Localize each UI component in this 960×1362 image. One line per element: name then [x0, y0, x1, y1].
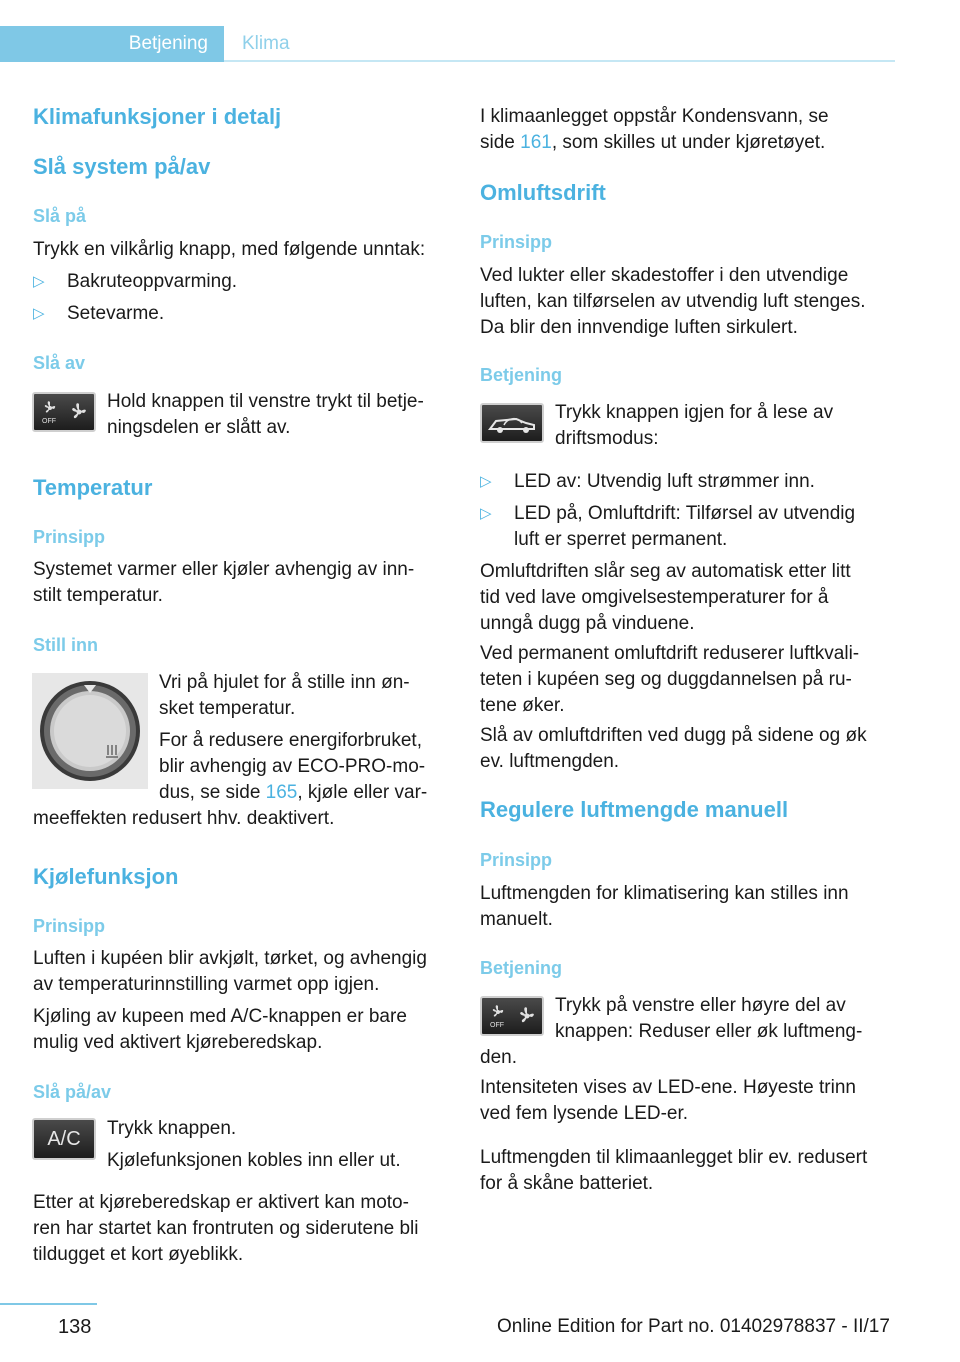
recirculation-button-image [480, 403, 544, 443]
recirculation-car-icon [482, 405, 542, 441]
heading-temperatur: Temperatur [33, 475, 153, 500]
heading-prinsipp: Prinsipp [480, 850, 553, 870]
text-kjoling-1: Kjøling av kupeen med A/C-knappen er bare [33, 1006, 407, 1027]
text-trykk-knappen: Trykk knappen. [107, 1118, 237, 1139]
text-sla-av-1: Slå av omluftdriften ved dugg på sidene og øk [480, 725, 867, 746]
text-permanent-1: Ved permanent omluftdrift reduserer luftkvali- [480, 643, 860, 664]
bullet-icon: ▷ [480, 473, 492, 490]
text-etter-3: tildugget et kort øyeblikk. [33, 1244, 244, 1265]
heading-kjolefunksjon: Kjølefunksjon [33, 864, 179, 889]
page-header [0, 26, 895, 62]
temperature-wheel-image [32, 673, 148, 789]
edition-note: Online Edition for Part no. 01402978837 - II/17 [497, 1316, 890, 1337]
ac-label: A/C [47, 1128, 81, 1150]
text-omluft-2: tid ved lave omgivelsestemperaturer for å [480, 587, 829, 608]
list-item: ▷ Setevarme. [33, 301, 164, 327]
fan-button-image [480, 996, 544, 1036]
list-item: ▷ LED på, Omluftdrift: Tilførsel av utvendig [480, 501, 855, 527]
fan-off-button-image [32, 392, 96, 432]
fan-icon [482, 998, 542, 1034]
text-systemet-1: Systemet varmer eller kjøler avhengig av inn- [33, 559, 415, 580]
heading-regulere-luftmengde: Regulere luftmengde manuell [480, 797, 789, 822]
heading-klimafunksjoner: Klimafunksjoner i detalj [33, 104, 282, 129]
text-vri-1: Vri på hjulet for å stille inn øn- [159, 672, 410, 693]
heading-prinsipp: Prinsipp [33, 916, 106, 936]
text-for-1: For å redusere energiforbruket, [159, 730, 422, 751]
text-ved-2: luften, kan tilførselen av utvendig luft stenges. [480, 291, 866, 312]
footer-rule [0, 1303, 97, 1305]
heading-prinsipp: Prinsipp [33, 527, 106, 547]
heading-sla-pa-av: Slå på/av [33, 1082, 112, 1102]
text-sla-av-2: ev. luftmengden. [480, 751, 620, 772]
bullet-icon: ▷ [480, 505, 492, 522]
off-label: OFF [490, 1022, 504, 1029]
text-etter-2: ren har startet kan frontruten og siderutene bli [33, 1218, 419, 1239]
text-vri-2: sket temperatur. [159, 698, 296, 719]
text-systemet-2: stilt temperatur. [33, 585, 163, 606]
heading-sla-pa: Slå på [33, 206, 87, 226]
heading-prinsipp: Prinsipp [480, 232, 553, 252]
text-redusert-1: Luftmengden til klimaanlegget blir ev. redusert [480, 1147, 868, 1168]
header-rule [224, 60, 895, 62]
text-omluft-3: unngå dugg på vinduene. [480, 613, 695, 634]
text-luften-1: Luften i kupéen blir avkjølt, tørket, og avhengig [33, 948, 427, 969]
text-trykk: Trykk en vilkårlig knapp, med følgende unntak: [33, 239, 426, 260]
dial-icon [32, 673, 148, 789]
text-kondens-1: I klimaanlegget oppstår Kondensvann, se [480, 106, 829, 127]
section-tab [0, 26, 224, 62]
text-permanent-3: tene øker. [480, 695, 565, 716]
heading-still-inn: Still inn [33, 635, 98, 655]
heading-sla-av: Slå av [33, 353, 86, 373]
heading-betjening: Betjening [480, 365, 563, 385]
bullet-icon: ▷ [33, 273, 45, 290]
text-luften-2: av temperaturinnstilling varmet opp igjen. [33, 974, 380, 995]
text-for-3: dus, se side 165, kjøle eller var- [159, 782, 428, 803]
text-hold-1: Hold knappen til venstre trykt til betje- [107, 391, 424, 412]
text-igjen-2: driftsmodus: [555, 428, 659, 449]
page-link-165[interactable]: 165 [265, 782, 298, 803]
text-ved-1: Ved lukter eller skadestoffer i den utvendige [480, 265, 849, 286]
ac-button-image [32, 1118, 96, 1160]
list-item: ▷ LED av: Utvendig luft strømmer inn. [480, 469, 815, 495]
page-link-161[interactable]: 161 [520, 132, 552, 153]
text-intensitet-1: Intensiteten vises av LED-ene. Høyeste trinn [480, 1077, 856, 1098]
text-for-2: blir avhengig av ECO-PRO-mo- [159, 756, 426, 777]
text-ved-3: Da blir den innvendige luften sirkulert. [480, 317, 798, 338]
fan-icon [34, 394, 94, 430]
text-venstre-1: Trykk på venstre eller høyre del av [555, 995, 846, 1016]
text-venstre-3: den. [480, 1047, 517, 1068]
text-igjen-1: Trykk knappen igjen for å lese av [555, 402, 834, 423]
text-omluft-1: Omluftdriften slår seg av automatisk etter litt [480, 561, 851, 582]
list-item: ▷ Bakruteoppvarming. [33, 269, 237, 295]
text-permanent-2: teten i kupéen seg og duggdannelsen på ru- [480, 669, 852, 690]
text-led-pa-2: luft er sperret permanent. [514, 529, 728, 550]
text-redusert-2: for å skåne batteriet. [480, 1173, 654, 1194]
text-hold-2: ningsdelen er slått av. [107, 417, 291, 438]
subsection-label: Klima [242, 33, 290, 54]
text-luftmengden-2: manuelt. [480, 909, 553, 930]
heading-omluftsdrift: Omluftsdrift [480, 180, 606, 205]
heading-betjening: Betjening [480, 958, 563, 978]
page-number: 138 [58, 1316, 92, 1338]
bullet-icon: ▷ [33, 305, 45, 322]
text-etter-1: Etter at kjøreberedskap er aktivert kan moto- [33, 1192, 409, 1213]
text-intensitet-2: ved fem lysende LED-er. [480, 1103, 689, 1124]
text-kobles: Kjølefunksjonen kobles inn eller ut. [107, 1150, 401, 1171]
text-kjoling-2: mulig ved aktivert kjøreberedskap. [33, 1032, 323, 1053]
off-label: OFF [42, 418, 56, 425]
text-luftmengden-1: Luftmengden for klimatisering kan stilles inn [480, 883, 849, 904]
text-kondens-2: side 161, som skilles ut under kjøretøyet. [480, 132, 826, 153]
text-for-4: meeffekten redusert hhv. deaktivert. [33, 808, 335, 829]
section-label: Betjening [128, 33, 208, 54]
text-venstre-2: knappen: Reduser eller øk luftmeng- [555, 1021, 863, 1042]
heading-sla-system: Slå system på/av [33, 154, 211, 179]
